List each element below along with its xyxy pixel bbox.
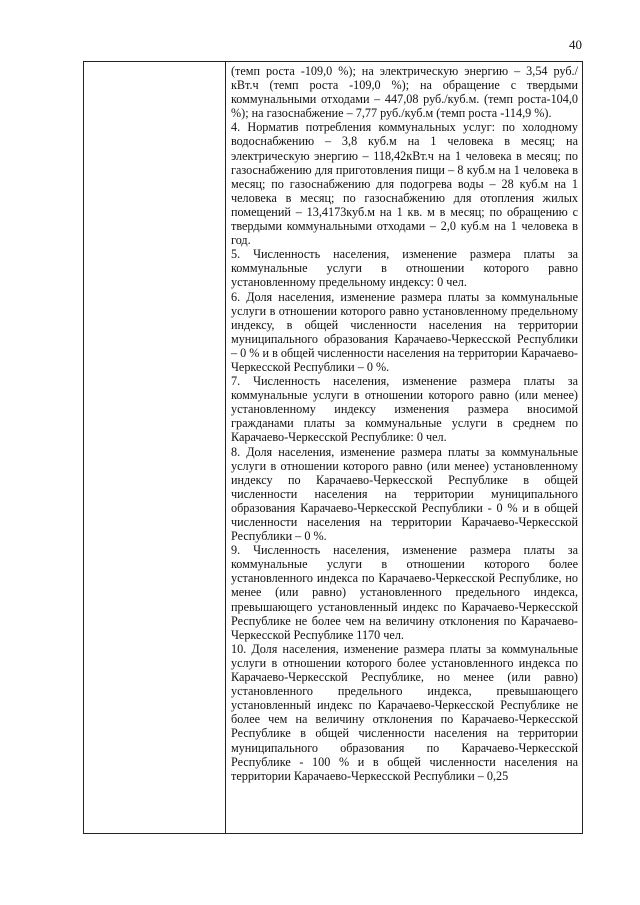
paragraph-share-equal-index: 6. Доля населения, изменение размера платы за коммунальные услуги в отношении которого равно установленному предельному индексу, в общей численности населения на территории муниципального образования Карачаево-Черкесской Республики – 0 % и в общей численности населения на территории Карачаево-Черкесской Республики – 0 %. xyxy=(231,289,578,374)
paragraph-consumption-norm: 4. Норматив потребления коммунальных услуг: по холодному водоснабжению – 3,8 куб.м на 1 человека в месяц; на электрическую энергию – 118,42кВт.ч на 1 человека в месяц; по газоснабжению для приготовления пищи – 8 куб.м на 1 человека в месяц; по газоснабжению для подогрева воды – 28 куб.м на 1 человека в месяц; по газоснабжению для отопления жилых помещений – 13,4173куб.м на 1 кв. м в месяц; по обращению с твердыми коммунальными отходами – 2,0 куб.м на 1 человека в год. xyxy=(231,120,578,248)
paragraph-tariff-growth: (темп роста -109,0 %); на электрическую энергию – 3,54 руб./кВт.ч (темп роста -109,0 %); на обращение с твердыми коммунальными отходами – 447,08 руб./куб.м. (темп роста-104,0 %); на газоснабжение – 7,77 руб./куб.м (темп роста -114,9 %). xyxy=(231,64,578,121)
page-number: 40 xyxy=(569,37,582,52)
paragraph-population-average-index: 7. Численность населения, изменение размера платы за коммунальные услуги в отношении которого равно (или менее) установленному индексу изменения размера вносимой гражданами платы за коммунальные услуги в среднем по Карачаево-Черкесской Республике: 0 чел. xyxy=(231,374,578,445)
paragraph-population-above-index: 9. Численность населения, изменение размера платы за коммунальные услуги в отношении которого более установленного индекса по Карачаево-Черкесской Республике, но менее (или равно) установленного предельного индекса, превышающего установленный индекс по Карачаево-Черкесской Республике не более чем на величину отклонения по Карачаево-Черкесской Республике 1170 чел. xyxy=(231,543,578,642)
paragraph-population-equal-index: 5. Численность населения, изменение размера платы за коммунальные услуги в отношении которого равно установленному предельному индексу: 0 чел. xyxy=(231,247,578,290)
table-right-column xyxy=(226,62,582,833)
paragraph-share-average-index: 8. Доля населения, изменение размера платы за коммунальные услуги в отношении которого равно (или менее) установленному индексу по Карачаево-Черкесской Республике в общей численности населения на территории муниципального образования Карачаево-Черкесской Республики - 0 % и в общей численности населения на территории Карачаево-Черкесской Республики – 0 %. xyxy=(231,444,578,544)
table-left-column xyxy=(84,62,226,833)
paragraph-share-above-index: 10. Доля населения, изменение размера платы за коммунальные услуги в отношении которого более установленного индекса по Карачаево-Черкесской Республике, но менее (или равно) установленного предельного индекса, превышающего установленный индекс по Карачаево-Черкесской Республике не более чем на величину отклонения по Карачаево-Черкесской Республике в общей численности населения на территории муниципального образования по Карачаево-Черкесской Республике - 100 % и в общей численности населения на территории Карачаево-Черкесской Республики – 0,25 xyxy=(231,641,578,783)
document-table xyxy=(83,61,583,834)
